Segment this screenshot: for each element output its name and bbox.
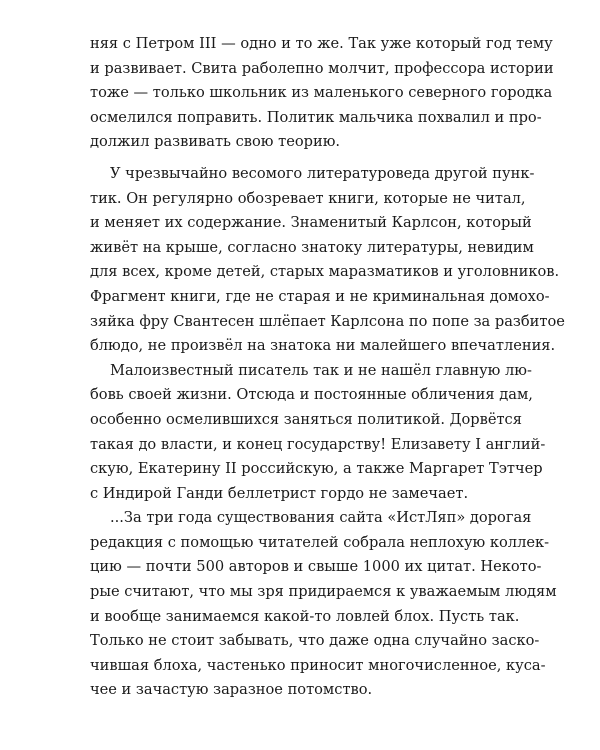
text-line: чее и зачастую заразное потомство.	[90, 681, 373, 699]
text-line: и развивает. Свита раболепно молчит, профессора истории	[90, 59, 554, 77]
paragraph	[90, 32, 554, 155]
text-line: Фрагмент книги, где не старая и не криминальная домохо-	[90, 287, 550, 305]
text-line: тик. Он регулярно обозревает книги, которые не читал,	[90, 189, 526, 207]
text-line: для всех, кроме детей, старых маразматиков и уголовников.	[90, 263, 560, 281]
text-line: живёт на крыше, согласно знатоку литературы, невидим	[90, 238, 534, 256]
paragraph	[90, 359, 546, 507]
text-line: Только не стоит забывать, что даже одна случайно заско-	[90, 632, 540, 650]
text-line: осмелился поправить. Политик мальчика похвалил и про-	[90, 108, 542, 126]
text-line: особенно осмелившихся заняться политикой. Дорвётся	[90, 410, 522, 428]
text-line: цию — почти 500 авторов и свыше 1000 их цитат. Некото-	[90, 558, 542, 576]
text-line: рые считают, что мы зря придираемся к уважаемым людям	[90, 583, 557, 601]
text-line: и вообще занимаемся какой-то ловлей блох. Пусть так.	[90, 607, 520, 625]
text-line: редакция с помощью читателей собрала неплохую коллек-	[90, 533, 550, 551]
paragraph-gap	[90, 155, 512, 162]
text-line: У чрезвычайно весомого литературоведа другой пунк-	[110, 164, 535, 182]
text-line: Малоизвестный писатель так и не нашёл главную лю-	[110, 361, 532, 379]
text-line: блюдо, не произвёл на знатока ни малейшего впечатления.	[90, 337, 556, 355]
text-line: няя с Петром III — одно и то же. Так уже который год тему	[90, 35, 553, 52]
paragraph	[90, 506, 557, 703]
text-line: должил развивать свою теорию.	[90, 133, 341, 151]
text-line: скую, Екатерину II российскую, а также Маргарет Тэтчер	[90, 460, 543, 478]
text-line: и меняет их содержание. Знаменитый Карлсон, который	[90, 214, 532, 232]
text-line: такая до власти, и конец государству! Елизавету I англий-	[90, 435, 546, 453]
text-line: с Индирой Ганди беллетрист гордо не замечает.	[90, 484, 469, 502]
paragraph	[90, 162, 565, 359]
text-line: чившая блоха, частенько приносит многочисленное, куса-	[90, 656, 546, 674]
text-line: тоже — только школьник из маленького северного городка	[90, 84, 553, 102]
text-line: бовь своей жизни. Отсюда и постоянные обличения дам,	[90, 386, 533, 404]
book-page	[90, 32, 565, 703]
text-line: зяйка фру Свантесен шлёпает Карлсона по попе за разбитое	[90, 312, 565, 330]
text-line: ...За три года существования сайта «ИстЛяп» дорогая	[110, 509, 532, 527]
